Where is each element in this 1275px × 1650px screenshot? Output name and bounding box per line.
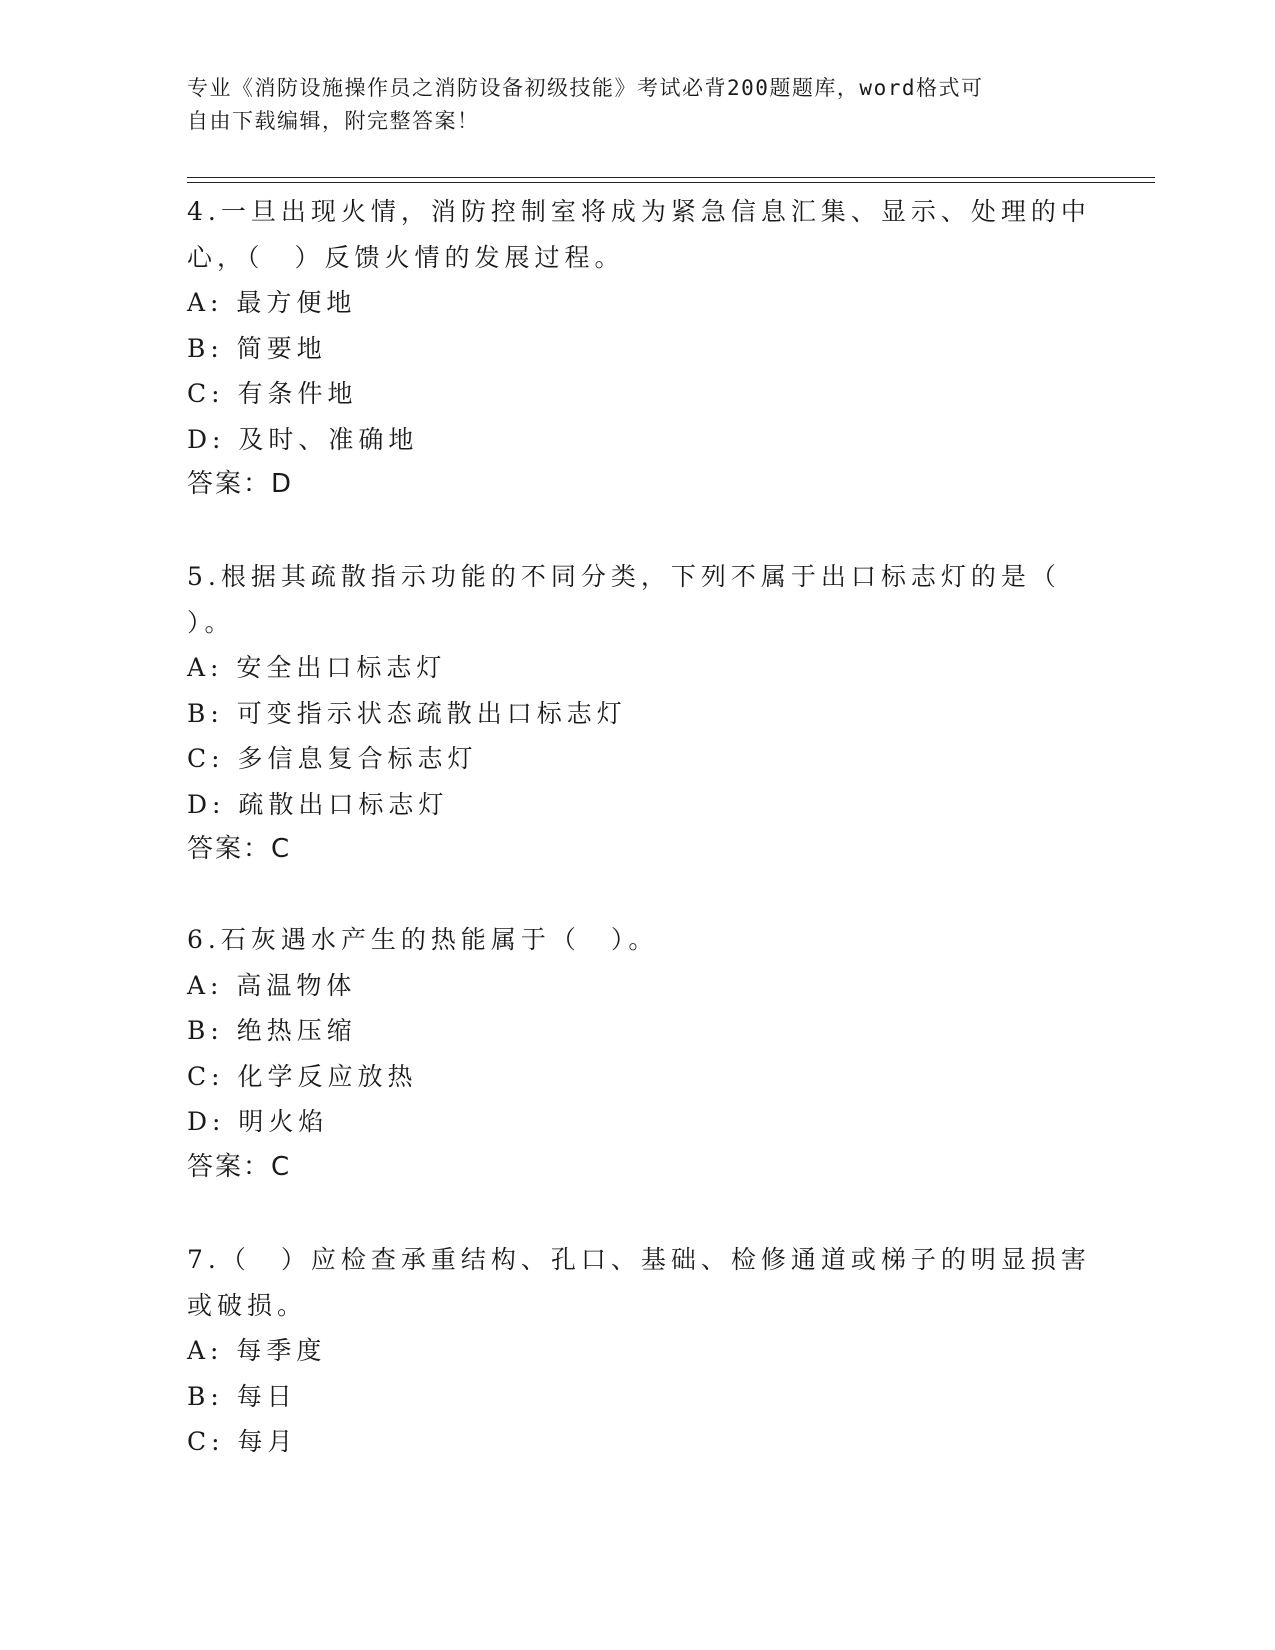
option-a: A: 高温物体 <box>187 970 357 1000</box>
answer-label: 答案：D <box>187 469 294 499</box>
header-line-1: 专业《消防设施操作员之消防设备初级技能》考试必背200题题库，word格式可 <box>187 76 984 100</box>
header-line-2: 自由下载编辑，附完整答案！ <box>187 109 480 133</box>
question-stem-line: ）。 <box>187 607 235 637</box>
question-5 <box>187 554 1087 873</box>
option-c: C: 化学反应放热 <box>187 1061 418 1091</box>
answer-label: 答案：C <box>187 834 292 864</box>
option-c: C: 有条件地 <box>187 379 358 408</box>
option-b: B: 每日 <box>187 1381 297 1411</box>
question-stem-line: 7.（ ）应检查承重结构、孔口、基础、检修通道或梯子的明显损害 <box>187 1245 1091 1274</box>
question-stem-line: 6.石灰遇水产生的热能属于（ ）。 <box>187 925 659 954</box>
question-stem-line: 4.一旦出现火情，消防控制室将成为紧急信息汇集、显示、处理的中 <box>187 197 1091 226</box>
question-stem-line: 或破损。 <box>187 1290 308 1320</box>
option-d: D: 疏散出口标志灯 <box>187 789 449 819</box>
header-divider-top <box>187 177 1155 178</box>
option-a: A: 安全出口标志灯 <box>187 653 447 682</box>
header-divider-bottom <box>187 182 1155 183</box>
option-b: B: 简要地 <box>187 333 327 363</box>
document-header <box>187 72 1067 138</box>
option-c: C: 多信息复合标志灯 <box>187 744 478 773</box>
option-d: D: 及时、准确地 <box>187 424 419 454</box>
option-a: A: 每季度 <box>187 1336 327 1365</box>
question-stem-line: 5.根据其疏散指示功能的不同分类，下列不属于出口标志灯的是（ <box>187 562 1061 591</box>
question-4 <box>187 189 1091 508</box>
option-a: A: 最方便地 <box>187 288 357 317</box>
question-7 <box>187 1237 1091 1465</box>
option-c: C: 每月 <box>187 1427 298 1456</box>
option-d: D: 明火焰 <box>187 1107 329 1136</box>
option-b: B: 绝热压缩 <box>187 1016 357 1045</box>
answer-label: 答案：C <box>187 1151 292 1182</box>
question-stem-line: 心，（ ）反馈火情的发展过程。 <box>187 242 625 272</box>
option-b: B: 可变指示状态疏散出口标志灯 <box>187 698 627 728</box>
question-6 <box>187 917 1087 1190</box>
